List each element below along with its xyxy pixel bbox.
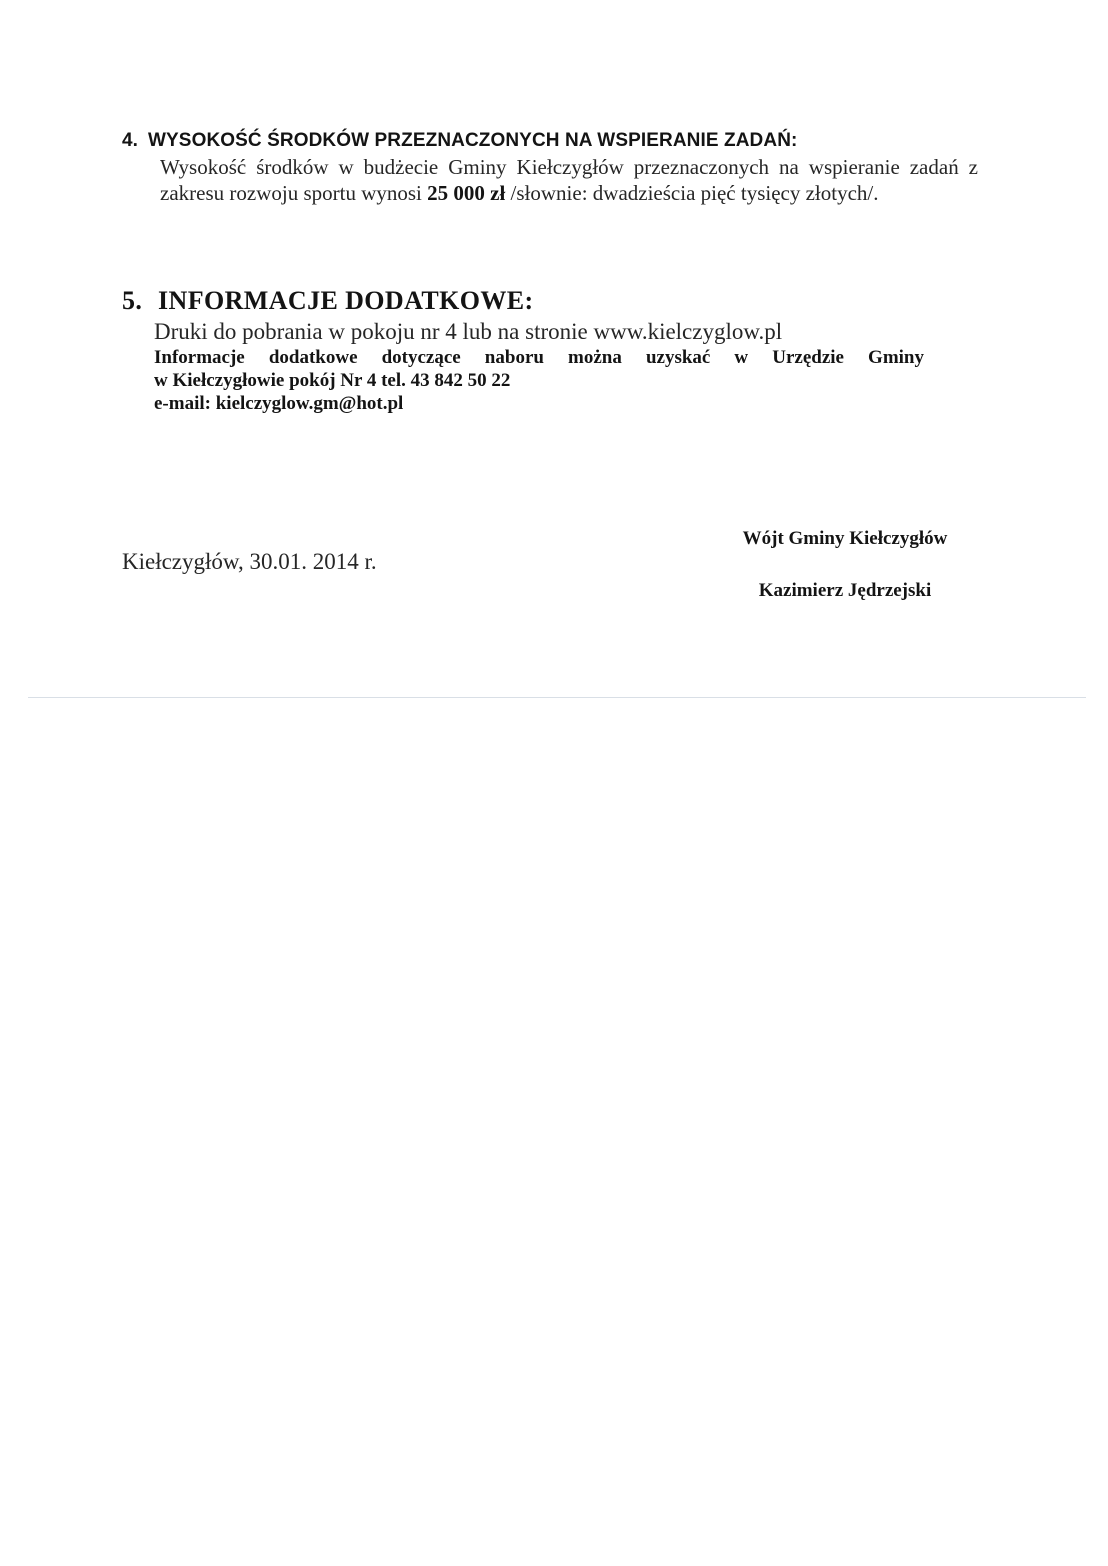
section-5 <box>122 286 982 415</box>
section-4-number: 4. <box>122 130 139 151</box>
contact-info-line-2: w Kiełczygłowie pokój Nr 4 tel. 43 842 50 22 <box>154 370 511 391</box>
funding-amount: 25 000 zł <box>427 181 506 205</box>
section-4 <box>122 130 982 206</box>
signature-title: Wójt Gminy Kiełczygłów <box>742 528 948 549</box>
signature-name: Kazimierz Jędrzejski <box>758 580 932 601</box>
place-and-date: Kiełczygłów, 30.01. 2014 r. <box>122 549 377 574</box>
page-divider <box>28 697 1086 698</box>
section-4-text: Wysokość środków w budżecie Gminy Kiełczygłów przeznaczonych na wspieranie zadań z zakresu rozwoju sportu wynosi <box>160 155 978 205</box>
section-5-heading <box>122 286 982 316</box>
section-4-title: WYSOKOŚĆ ŚRODKÓW PRZEZNACZONYCH NA WSPIERANIE ZADAŃ: <box>148 130 798 151</box>
contact-info <box>154 346 924 392</box>
download-info: Druki do pobrania w pokoju nr 4 lub na stronie www.kielczyglow.pl <box>154 319 783 344</box>
contact-info-line-1: Informacje dodatkowe dotyczące naboru można uzyskać w Urzędzie Gminy <box>154 347 924 368</box>
section-4-text-words: /słownie: dwadzieścia pięć tysięcy złotych/. <box>505 181 879 205</box>
section-4-body <box>160 154 978 206</box>
section-5-number: 5. <box>122 286 143 315</box>
section-5-title: INFORMACJE DODATKOWE: <box>158 286 534 315</box>
signature-block <box>700 528 990 602</box>
section-4-heading <box>122 130 982 152</box>
email-line: e-mail: kielczyglow.gm@hot.pl <box>154 393 404 414</box>
